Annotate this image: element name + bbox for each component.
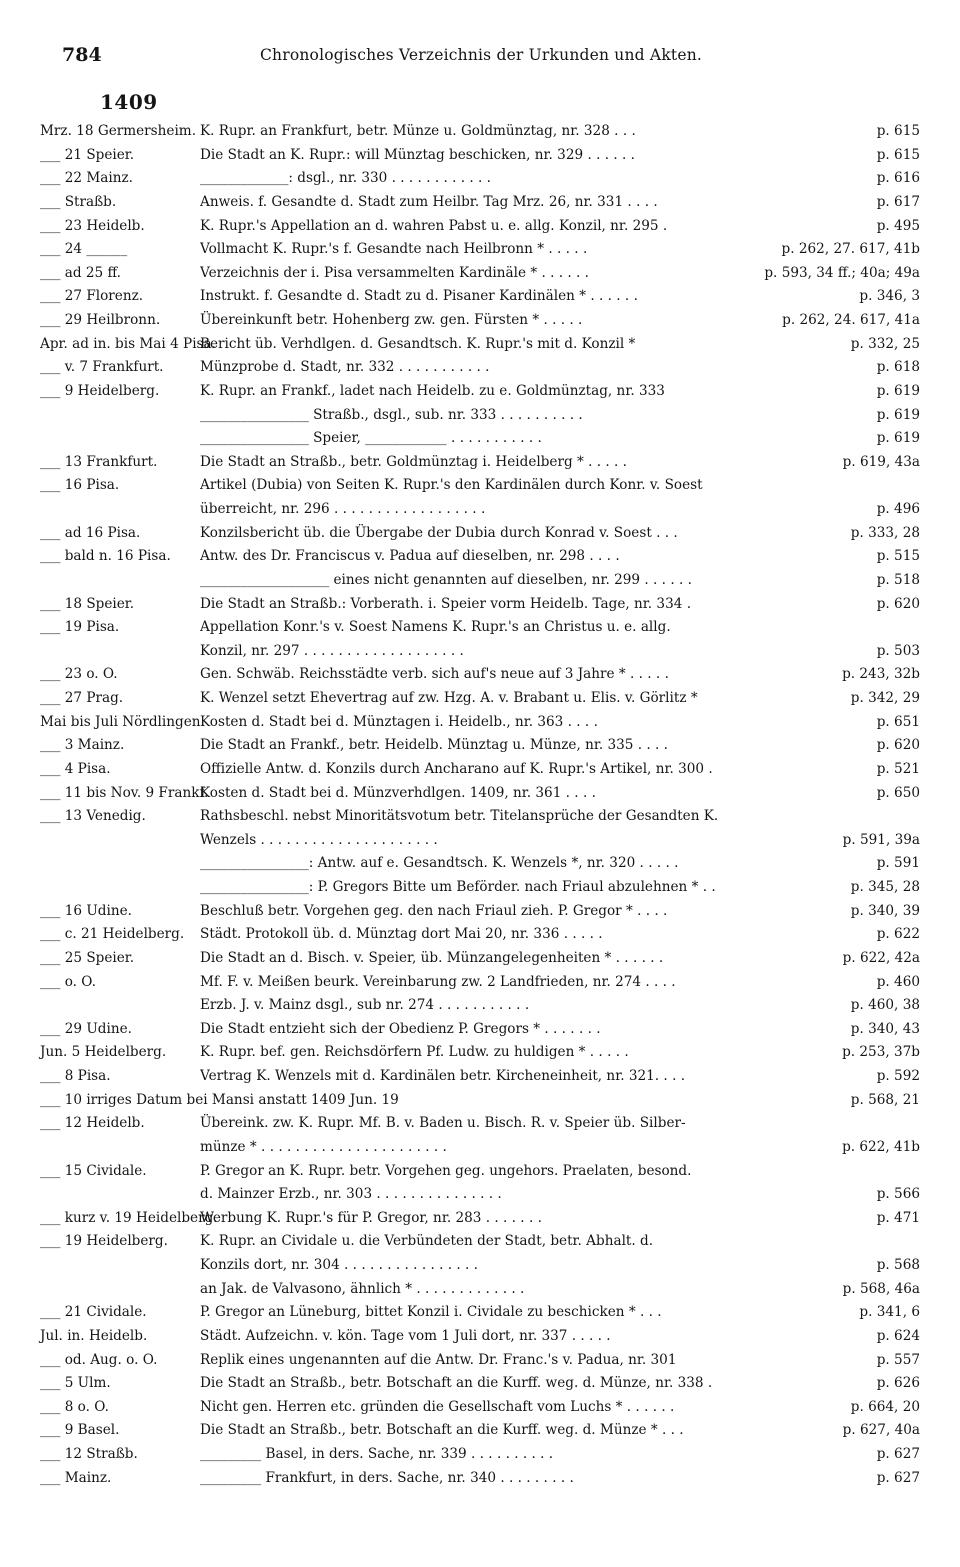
- entry-text: ________________: Antw. auf e. Gesandtsch. K. Wenzels *, nr. 320 . . . . .: [200, 855, 679, 872]
- entry-text: Artikel (Dubia) von Seiten K. Rupr.'s den Kardinälen durch Konr. v. Soest: [200, 477, 703, 494]
- entry-text: _____________: dsgl., nr. 330 . . . . . . . . . . . .: [200, 170, 492, 187]
- entry-row: [40, 1065, 920, 1089]
- entry-page-ref: p. 593, 34 ff.; 40a; 49a: [764, 264, 920, 281]
- entry-date: ___ 4 Pisa.: [40, 760, 111, 777]
- entry-text: d. Mainzer Erzb., nr. 303 . . . . . . . . . . . . . . .: [200, 1186, 502, 1203]
- entry-text: K. Rupr. an Frankfurt, betr. Münze u. Goldmünztag, nr. 328 . . .: [200, 123, 636, 139]
- entry-row: [40, 900, 920, 924]
- entry-page-ref: p. 333, 28: [850, 524, 920, 541]
- entry-row: [40, 333, 920, 357]
- entry-text: Appellation Konr.'s v. Soest Namens K. Rupr.'s an Christus u. e. allg.: [200, 619, 671, 636]
- entry-text: münze * . . . . . . . . . . . . . . . . . . . . . .: [200, 1138, 447, 1155]
- entry-page-ref: p. 345, 28: [850, 879, 920, 895]
- entry-text: ________________: P. Gregors Bitte um Beförder. nach Friaul abzulehnen * . .: [200, 879, 716, 895]
- entry-row: [40, 663, 920, 687]
- entry-date: ___ Straßb.: [40, 193, 117, 210]
- entry-page-ref: p. 495: [876, 217, 920, 234]
- entry-page-ref: p. 626: [876, 1375, 920, 1392]
- entry-page-ref: p. 651: [876, 713, 920, 730]
- entry-row: [40, 285, 920, 309]
- entry-row: [40, 1254, 920, 1278]
- entry-page-ref: p. 460: [876, 973, 920, 990]
- entry-row: [40, 947, 920, 971]
- entry-text: Offizielle Antw. d. Konzils durch Ancharano auf K. Rupr.'s Artikel, nr. 300 .: [200, 760, 713, 777]
- entry-page-ref: p. 262, 27. 617, 41b: [781, 241, 920, 258]
- entry-row: [40, 238, 920, 262]
- entry-page-ref: p. 566: [876, 1186, 920, 1203]
- entry-text: Anweis. f. Gesandte d. Stadt zum Heilbr. Tag Mrz. 26, nr. 331 . . . .: [200, 193, 658, 210]
- entry-date: ___ 5 Ulm.: [40, 1375, 111, 1392]
- entry-row: [40, 782, 920, 806]
- entry-text: Nicht gen. Herren etc. gründen die Gesellschaft vom Luchs * . . . . . .: [200, 1398, 675, 1415]
- entry-row: [40, 1349, 920, 1373]
- entry-date: Mai bis Juli Nördlingen.: [40, 713, 205, 730]
- entry-page-ref: p. 619: [876, 406, 920, 423]
- entry-date: ___ 16 Pisa.: [40, 477, 120, 494]
- entry-row: [40, 616, 920, 640]
- entry-date: ___ 19 Heidelberg.: [40, 1233, 168, 1250]
- entry-row: [40, 758, 920, 782]
- entry-text: Die Stadt an Frankf., betr. Heidelb. Münztag u. Münze, nr. 335 . . . .: [200, 737, 669, 754]
- entry-text: Die Stadt an Straßb., betr. Botschaft an die Kurff. weg. d. Münze * . . .: [200, 1422, 684, 1439]
- entry-page-ref: p. 568, 46a: [842, 1280, 920, 1297]
- entry-date: ___ c. 21 Heidelberg.: [40, 926, 185, 943]
- entry-date: ___ 23 Heidelb.: [40, 217, 145, 234]
- entry-date: Apr. ad in. bis Mai 4 Pisa.: [40, 335, 216, 352]
- entry-date: ___ ad 16 Pisa.: [40, 524, 141, 541]
- entry-text: Instrukt. f. Gesandte d. Stadt zu d. Pisaner Kardinälen * . . . . . .: [200, 288, 638, 305]
- entry-text: K. Wenzel setzt Ehevertrag auf zw. Hzg. A. v. Brabant u. Elis. v. Görlitz *: [200, 690, 698, 706]
- entry-row: [40, 923, 920, 947]
- entry-text: Übereink. zw. K. Rupr. Mf. B. v. Baden u. Bisch. R. v. Speier üb. Silber-: [200, 1115, 686, 1132]
- entry-date: ___ v. 7 Frankfurt.: [40, 359, 164, 376]
- entry-row: [40, 711, 920, 735]
- entry-row: [40, 215, 920, 239]
- entry-page-ref: p. 650: [876, 784, 920, 801]
- entry-date: ___ 29 Heilbronn.: [40, 312, 161, 328]
- entry-page-ref: p. 557: [876, 1351, 920, 1368]
- entry-text: Werbung K. Rupr.'s für P. Gregor, nr. 283 . . . . . . .: [200, 1209, 542, 1226]
- entry-text: P. Gregor an Lüneburg, bittet Konzil i. Cividale zu beschicken * . . .: [200, 1304, 662, 1321]
- entry-text: Die Stadt an Straßb.: Vorberath. i. Speier vorm Heidelb. Tage, nr. 334 .: [200, 595, 692, 612]
- entry-row: [40, 1041, 920, 1065]
- entry-date: Mrz. 18 Germersheim.: [40, 123, 197, 139]
- entry-page-ref: p. 617: [876, 193, 920, 210]
- entry-page-ref: p. 496: [876, 501, 920, 517]
- entry-date: ___ 29 Udine.: [40, 1020, 132, 1037]
- entry-date: ___ od. Aug. o. O.: [40, 1351, 158, 1368]
- entry-row: [40, 593, 920, 617]
- entry-page-ref: p. 568: [876, 1257, 920, 1273]
- entry-text: Rathsbeschl. nebst Minoritätsvotum betr. Titelansprüche der Gesandten K.: [200, 808, 719, 825]
- entry-date: ___ 27 Florenz.: [40, 288, 144, 305]
- entry-text: Städt. Aufzeichn. v. kön. Tage vom 1 Juli dort, nr. 337 . . . . .: [200, 1327, 611, 1344]
- entry-text: ________________ Speier, ____________ . . . . . . . . . . .: [200, 430, 542, 447]
- entry-row: [40, 1372, 920, 1396]
- entry-row: [40, 1325, 920, 1349]
- entry-text: Konzils dort, nr. 304 . . . . . . . . . . . . . . . .: [200, 1257, 478, 1273]
- entry-page-ref: p. 627, 40a: [842, 1422, 920, 1439]
- entry-text: Münzprobe d. Stadt, nr. 332 . . . . . . . . . . .: [200, 359, 490, 376]
- entry-page-ref: p. 340, 39: [850, 902, 920, 919]
- entry-text: Die Stadt an Straßb., betr. Goldmünztag i. Heidelberg * . . . . .: [200, 453, 627, 470]
- entry-text: Gen. Schwäb. Reichsstädte verb. sich auf's neue auf 3 Jahre * . . . . .: [200, 666, 669, 683]
- entry-date: ___ 9 Heidelberg.: [40, 382, 160, 399]
- entry-row: [40, 687, 920, 711]
- entry-text: K. Rupr. an Cividale u. die Verbündeten der Stadt, betr. Abhalt. d.: [200, 1233, 654, 1250]
- entry-date: ___ 22 Mainz.: [40, 170, 133, 187]
- entry-date: ___ 12 Straßb.: [40, 1446, 138, 1462]
- entry-date: ___ 8 o. O.: [40, 1398, 109, 1415]
- entry-page-ref: p. 342, 29: [850, 690, 920, 706]
- entry-page-ref: p. 622, 42a: [842, 949, 920, 966]
- entry-date: ___ 25 Speier.: [40, 949, 135, 966]
- entry-row: [40, 994, 920, 1018]
- entry-date: ___ 12 Heidelb.: [40, 1115, 145, 1132]
- entry-row: [40, 1207, 920, 1231]
- entry-row: [40, 1183, 920, 1207]
- entry-text: K. Rupr.'s Appellation an d. wahren Pabst u. e. allg. Konzil, nr. 295 .: [200, 217, 668, 234]
- entry-page-ref: p. 622, 41b: [842, 1138, 920, 1155]
- entry-text: Erzb. J. v. Mainz dsgl., sub nr. 274 . . . . . . . . . . .: [200, 997, 530, 1014]
- entry-page-ref: p. 518: [876, 571, 920, 588]
- entry-text: Die Stadt an Straßb., betr. Botschaft an die Kurff. weg. d. Münze, nr. 338 .: [200, 1375, 713, 1392]
- entry-date: ___ bald n. 16 Pisa.: [40, 548, 171, 565]
- entry-page-ref: p. 619: [876, 430, 920, 447]
- entry-text: Übereinkunft betr. Hohenberg zw. gen. Fürsten * . . . . .: [200, 312, 583, 328]
- entry-row: [40, 1112, 920, 1136]
- entry-date: ___ 3 Mainz.: [40, 737, 125, 754]
- entry-text: Die Stadt an d. Bisch. v. Speier, üb. Münzangelegenheiten * . . . . . .: [200, 949, 664, 966]
- entry-page-ref: p. 616: [876, 170, 920, 187]
- entry-date: ___ Mainz.: [40, 1469, 112, 1486]
- entry-date: ___ 16 Udine.: [40, 902, 132, 919]
- entry-page-ref: p. 521: [876, 760, 920, 777]
- entry-row: [40, 1089, 920, 1113]
- entry-page-ref: p. 620: [876, 737, 920, 754]
- entry-date: ___ 10 irriges Datum bei Mansi anstatt 1409 Jun. 19: [40, 1091, 399, 1108]
- entry-row: [40, 167, 920, 191]
- entry-page-ref: p. 332, 25: [850, 335, 920, 352]
- entry-page-ref: p. 664, 20: [850, 1398, 920, 1415]
- entry-text: ___________________ eines nicht genannten auf dieselben, nr. 299 . . . . . .: [200, 571, 692, 588]
- entry-page-ref: p. 619, 43a: [842, 453, 920, 470]
- entry-text: Konzil, nr. 297 . . . . . . . . . . . . . . . . . . .: [200, 642, 464, 659]
- entry-row: [40, 1301, 920, 1325]
- entry-page-ref: p. 615: [876, 146, 920, 163]
- entry-page-ref: p. 592: [876, 1068, 920, 1084]
- entry-page-ref: p. 341, 6: [859, 1304, 920, 1321]
- entry-text: P. Gregor an K. Rupr. betr. Vorgehen geg. ungehors. Praelaten, besond.: [200, 1162, 692, 1179]
- entry-list: [40, 120, 920, 1490]
- entry-text: Mf. F. v. Meißen beurk. Vereinbarung zw. 2 Landfrieden, nr. 274 . . . .: [200, 973, 676, 990]
- entry-date: ___ 9 Basel.: [40, 1422, 120, 1439]
- entry-row: [40, 829, 920, 853]
- entry-page-ref: p. 591: [876, 855, 920, 872]
- entry-row: [40, 1230, 920, 1254]
- entry-text: Kosten d. Stadt bei d. Münzverhdlgen. 1409, nr. 361 . . . .: [200, 784, 596, 801]
- entry-text: überreicht, nr. 296 . . . . . . . . . . . . . . . . . .: [200, 501, 486, 517]
- entry-text: Städt. Protokoll üb. d. Münztag dort Mai 20, nr. 336 . . . . .: [200, 926, 603, 943]
- entry-row: [40, 522, 920, 546]
- entry-row: [40, 852, 920, 876]
- entry-date: ___ ad 25 ff.: [40, 264, 121, 281]
- entry-text: Kosten d. Stadt bei d. Münztagen i. Heidelb., nr. 363 . . . .: [200, 713, 598, 730]
- entry-page-ref: p. 346, 3: [859, 288, 920, 305]
- entry-row: [40, 427, 920, 451]
- entry-page-ref: p. 340, 43: [850, 1020, 920, 1037]
- entry-row: [40, 1396, 920, 1420]
- entry-page-ref: p. 471: [876, 1209, 920, 1226]
- entry-date: ___ 24 ______: [40, 241, 128, 258]
- entry-page-ref: p. 615: [876, 123, 920, 139]
- entry-row: [40, 569, 920, 593]
- year-heading: 1409: [100, 90, 158, 114]
- entry-row: [40, 356, 920, 380]
- entry-date: ___ kurz v. 19 Heidelberg.: [40, 1209, 218, 1226]
- entry-date: ___ 15 Cividale.: [40, 1162, 147, 1179]
- entry-page-ref: p. 627: [876, 1446, 920, 1462]
- entry-row: [40, 876, 920, 900]
- entry-row: [40, 1160, 920, 1184]
- entry-page-ref: p. 253, 37b: [842, 1044, 920, 1061]
- entry-row: [40, 1278, 920, 1302]
- entry-date: ___ 11 bis Nov. 9 Frankf.: [40, 784, 209, 801]
- entry-row: [40, 805, 920, 829]
- entry-date: ___ 18 Speier.: [40, 595, 135, 612]
- entry-page-ref: p. 460, 38: [850, 997, 920, 1014]
- entry-row: [40, 640, 920, 664]
- entry-row: [40, 1018, 920, 1042]
- entry-page-ref: p. 568, 21: [850, 1091, 920, 1108]
- entry-text: Die Stadt an K. Rupr.: will Münztag beschicken, nr. 329 . . . . . .: [200, 146, 635, 163]
- entry-row: [40, 262, 920, 286]
- entry-row: [40, 404, 920, 428]
- entry-row: [40, 498, 920, 522]
- page-number: 784: [62, 44, 102, 66]
- entry-row: [40, 1136, 920, 1160]
- entry-date: Jun. 5 Heidelberg.: [40, 1044, 167, 1061]
- entry-row: [40, 971, 920, 995]
- entry-page-ref: p. 619: [876, 382, 920, 399]
- entry-row: [40, 1443, 920, 1467]
- entry-date: ___ 23 o. O.: [40, 666, 118, 683]
- entry-text: _________ Frankfurt, in ders. Sache, nr. 340 . . . . . . . . .: [200, 1469, 574, 1486]
- entry-page-ref: p. 624: [876, 1327, 920, 1344]
- entry-date: ___ 21 Cividale.: [40, 1304, 147, 1321]
- entry-text: Replik eines ungenannten auf die Antw. Dr. Franc.'s v. Padua, nr. 301: [200, 1351, 677, 1368]
- entry-text: Die Stadt entzieht sich der Obedienz P. Gregors * . . . . . . .: [200, 1020, 601, 1037]
- entry-text: _________ Basel, in ders. Sache, nr. 339 . . . . . . . . . .: [200, 1446, 554, 1462]
- entry-text: Vollmacht K. Rupr.'s f. Gesandte nach Heilbronn * . . . . .: [200, 241, 588, 258]
- entry-row: [40, 474, 920, 498]
- entry-date: ___ 19 Pisa.: [40, 619, 120, 636]
- entry-page-ref: p. 622: [876, 926, 920, 943]
- entry-row: [40, 309, 920, 333]
- entry-date: ___ o. O.: [40, 973, 96, 990]
- entry-date: ___ 8 Pisa.: [40, 1068, 111, 1084]
- entry-text: Wenzels . . . . . . . . . . . . . . . . . . . . .: [200, 831, 438, 848]
- entry-text: ________________ Straßb., dsgl., sub. nr. 333 . . . . . . . . . .: [200, 406, 583, 423]
- entry-page-ref: p. 515: [876, 548, 920, 565]
- entry-text: Antw. des Dr. Franciscus v. Padua auf dieselben, nr. 298 . . . .: [200, 548, 620, 565]
- page-header: [62, 44, 900, 74]
- entry-page-ref: p. 503: [876, 642, 920, 659]
- entry-text: Vertrag K. Wenzels mit d. Kardinälen betr. Kircheneinheit, nr. 321. . . .: [200, 1068, 686, 1084]
- entry-page-ref: p. 618: [876, 359, 920, 376]
- entry-date: Jul. in. Heidelb.: [40, 1327, 148, 1344]
- entry-row: [40, 380, 920, 404]
- entry-row: [40, 734, 920, 758]
- entry-page-ref: p. 627: [876, 1469, 920, 1486]
- entry-date: ___ 13 Frankfurt.: [40, 453, 158, 470]
- running-title: Chronologisches Verzeichnis der Urkunden und Akten.: [259, 46, 703, 64]
- entry-row: [40, 120, 920, 144]
- entry-page-ref: p. 620: [876, 595, 920, 612]
- entry-row: [40, 144, 920, 168]
- entry-text: K. Rupr. bef. gen. Reichsdörfern Pf. Ludw. zu huldigen * . . . . .: [200, 1044, 629, 1061]
- entry-row: [40, 1419, 920, 1443]
- entry-date: ___ 13 Venedig.: [40, 808, 146, 825]
- entry-text: Bericht üb. Verhdlgen. d. Gesandtsch. K. Rupr.'s mit d. Konzil *: [200, 335, 636, 352]
- entry-text: Verzeichnis der i. Pisa versammelten Kardinäle * . . . . . .: [200, 264, 589, 281]
- entry-text: Konzilsbericht üb. die Übergabe der Dubia durch Konrad v. Soest . . .: [200, 524, 678, 541]
- entry-page-ref: p. 262, 24. 617, 41a: [782, 312, 920, 328]
- entry-text: an Jak. de Valvasono, ähnlich * . . . . . . . . . . . . .: [200, 1280, 525, 1297]
- entry-row: [40, 545, 920, 569]
- entry-row: [40, 191, 920, 215]
- entry-row: [40, 451, 920, 475]
- entry-date: ___ 21 Speier.: [40, 146, 135, 163]
- entry-date: ___ 27 Prag.: [40, 690, 124, 706]
- entry-text: K. Rupr. an Frankf., ladet nach Heidelb. zu e. Goldmünztag, nr. 333: [200, 382, 665, 399]
- entry-page-ref: p. 591, 39a: [842, 831, 920, 848]
- entry-text: Beschluß betr. Vorgehen geg. den nach Friaul zieh. P. Gregor * . . . .: [200, 902, 668, 919]
- entry-page-ref: p. 243, 32b: [842, 666, 920, 683]
- entry-row: [40, 1467, 920, 1491]
